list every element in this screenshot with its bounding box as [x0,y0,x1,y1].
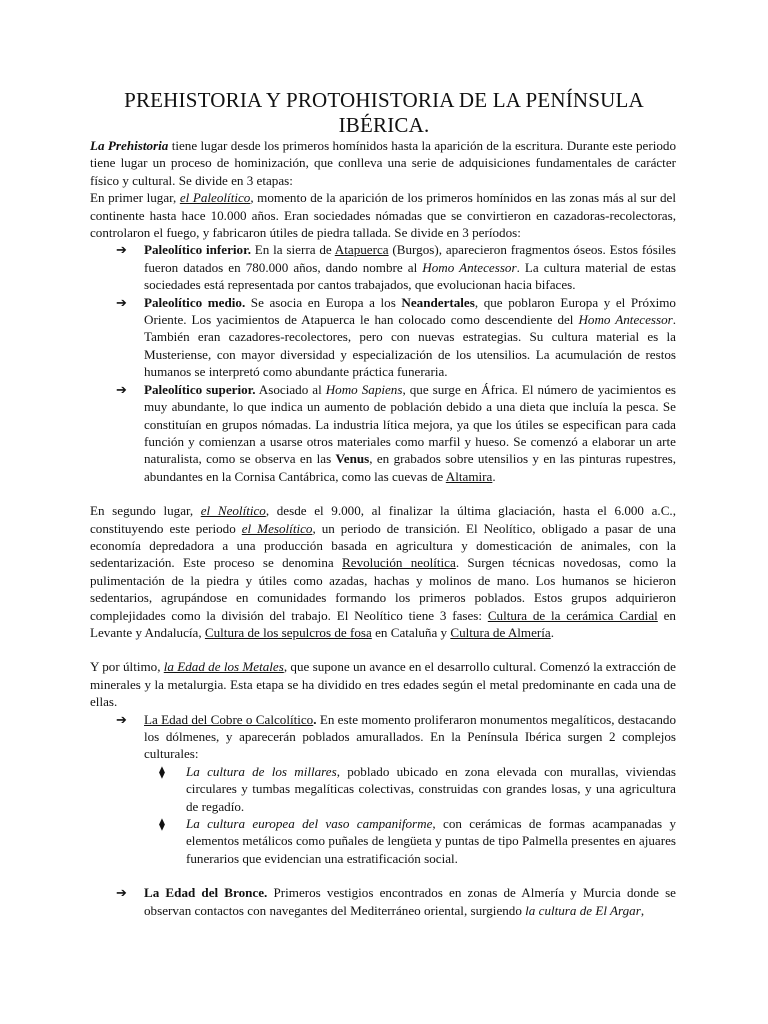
neolitico-paragraph: En segundo lugar, el Neolítico, desde el 9.000, al finalizar la última glaciación, hasta el 6.000 a.C., constituyendo este periodo el Mesolítico, un periodo de transición. El Neolítico, obligado a pasar de una economía depredadora a una producción basada en agricultura y domesticación de animales, con la sedentarización. Este proceso se denomina Revolución neolítica. Surgen técnicas novedosas, como la pulimentación de la piedra y útiles como azadas, hachas y molinos de mano. Los humanos se hicieron sedentarios, agrupándose en comunidades formando los primeros poblados. Estos grupos adquirieron complejidades como la división del trabajo. El Neolítico tiene 3 fases: Cultura de la cerámica Cardial en Levante y Andalucía, Cultura de los sepulcros de fosa en Cataluña y Cultura de Almería. [90,503,677,640]
metales-list-bronce [90,884,676,919]
list-item-vaso-campaniforme: ⧫ La cultura europea del vaso campaniforme, con cerámicas de formas acampanadas y elementos metálicos como puñales de lengüeta y puntas de tipo Palmella presentes en ajuares funerarios que evidencian una estratificación social. [159,816,677,866]
cardial-term: Cultura de la cerámica Cardial [487,607,658,623]
mesolitico-term: el Mesolítico [241,520,313,536]
neolitico-term: el Neolítico [200,503,266,519]
diamond-bullet-icon: ⧫ [159,764,165,779]
arrow-bullet-icon: ➔ [116,294,127,310]
altamira-term: Altamira [445,468,493,484]
sepulcros-fosa-term: Cultura de los sepulcros de fosa [204,624,372,640]
document-body [90,137,676,919]
arrow-bullet-icon: ➔ [116,242,127,258]
arrow-bullet-icon: ➔ [116,885,127,901]
arrow-bullet-icon: ➔ [116,711,127,727]
diamond-bullet-icon: ⧫ [159,817,165,832]
metales-list-cobre [90,711,676,868]
list-item-paleolitico-medio: ➔ Paleolítico medio. Se asocia en Europa a los Neandertales, que poblaron Europa y el Próximo Oriente. Los yacimientos de Atapuerca le han colocado como descendiente del Homo Antecessor. También eran cazadores-recolectores, pero con nuevas estrategias. Su cultura material es la Musteriense, con mayor diversidad y especialización de los utensilios. La acumulación de restos humanos se interpretó como abundante práctica funeraria. [116,294,676,380]
list-item-paleolitico-superior: ➔ Paleolítico superior. Asociado al Homo Sapiens, que surge en África. El número de yacimientos es muy abundante, lo que indica un aumento de población debido a una dieta que incluía la pesca. Se constituían en grupos nómadas. La industria lítica mejora, ya que los útiles se especifican para cada función y comienzan a usarse otros materiales como marfil y hueso. Se comenzó a elaborar un arte naturalista, como se observa en las Venus, en grabados sobre utensilios y en las pinturas rupestres, abundantes en la Cornisa Cantábrica, como las cuevas de Altamira. [116,381,676,484]
almeria-term: Cultura de Almería [450,624,551,640]
list-item-edad-cobre: ➔ La Edad del Cobre o Calcolítico. En este momento proliferaron monumentos megalíticos, destacando los dólmenes, y aparecerán poblados amurallados. En la Península Ibérica surgen 2 complejos culturales: ⧫ La cultura de los millares, poblado ubicado en zona elevada con murallas, viviendas circulares y tumbas megalíticas colectivas, construidas con grandes losas, y una agricultura de regadío. ⧫ La cultura europea del vaso campaniforme, con cerámicas de formas acampanadas y elementos metálicos como puñales de lengüeta y puntas de tipo Palmella presentes en ajuares funerarios que evidencian una estratificación social. [116,711,677,866]
paleolitico-term: el Paleolítico [179,190,251,206]
paleolitico-paragraph: En primer lugar, el Paleolítico, momento de la aparición de los primeros homínidos en las zonas más al sur del continente hasta hace 10.000 años. Eran sociedades nómadas que se convirtieron en cazadoras-recolectoras, controlaron el fuego, y fabricaron útiles de piedra tallada. Se divide en 3 períodos: [90,190,676,241]
cobre-cultures-list [144,763,676,867]
list-item-paleolitico-inferior: ➔ Paleolítico inferior. En la sierra de Atapuerca (Burgos), aparecieron fragmentos óseos. Estos fósiles fueron datados en 780.000 años, dando nombre al Homo Antecessor. La cultura material de estas sociedades está representada por cantos trabajados, que evolucionan hacia bifaces. [116,242,677,293]
metales-paragraph: Y por último, la Edad de los Metales, que supone un avance en el desarrollo cultural. Comenzó la extracción de minerales y la metalurgia. Esta etapa se ha dividido en tres edades según el metal predominante en cada una de ellas. [90,659,676,710]
intro-term: La Prehistoria [90,138,169,153]
edad-metales-term: la Edad de los Metales [163,659,284,675]
page-title: PREHISTORIA Y PROTOHISTORIA DE LA PENÍNSULA IBÉRICA. [124,88,644,137]
revolucion-neolitica-term: Revolución neolítica [342,555,456,571]
intro-paragraph: La Prehistoria tiene lugar desde los primeros homínidos hasta la aparición de la escritura. Durante este periodo tiene lugar un proceso de hominización, que conlleva una serie de adquisiciones fundamentales de carácter físico y cultural. Se divide en 3 etapas: [90,138,676,188]
list-item-edad-bronce: ➔ La Edad del Bronce. Primeros vestigios encontrados en zonas de Almería y Murcia donde se observan contactos con navegantes del Mediterráneo oriental, surgiendo la cultura de El Argar, [116,885,676,918]
paleolitico-periods-list [90,241,676,485]
edad-cobre-heading: La Edad del Cobre o Calcolítico [144,711,314,727]
atapuerca-term: Atapuerca [334,242,389,258]
arrow-bullet-icon: ➔ [116,381,127,397]
list-item-cultura-millares: ⧫ La cultura de los millares, poblado ubicado en zona elevada con murallas, viviendas circulares y tumbas megalíticas colectivas, construidas con grandes losas, y una agricultura de regadío. [159,763,676,814]
